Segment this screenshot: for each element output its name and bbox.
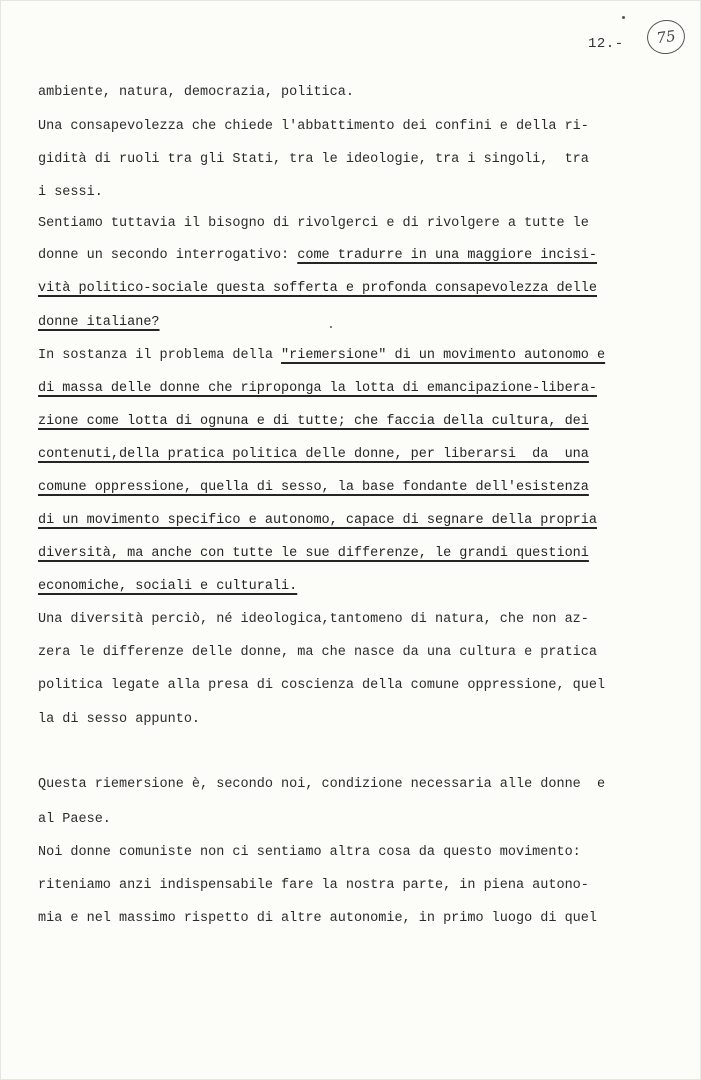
text-line: Sentiamo tuttavia il bisogno di rivolgerci e di rivolgere a tutte le [38,216,589,231]
text-line: Una diversità perciò, né ideologica,tantomeno di natura, che non az- [38,612,589,627]
text-line: ambiente, natura, democrazia, politica. [38,85,354,100]
text-line: i sessi. [38,185,103,200]
text-line [38,447,638,463]
underlined-text: come tradurre in una maggiore incisi- [297,248,597,263]
text-line [38,414,638,430]
underlined-text: donne italiane? [38,315,160,330]
text-line: al Paese. [38,812,111,827]
text-line [38,480,638,496]
underlined-text: "riemersione" di un movimento autonomo e [281,348,606,363]
text-line [38,281,638,297]
underlined-text: zione come lotta di ognuna e di tutte; che faccia della cultura, dei [38,414,589,429]
page-number: 12.- [588,36,624,52]
text-segment: In sostanza il problema della [38,348,282,363]
text-line: zera le differenze delle donne, ma che nasce da una cultura e pratica [38,645,597,660]
text-line: gidità di ruoli tra gli Stati, tra le ideologie, tra i singoli, tra [38,152,589,167]
underlined-text: di massa delle donne che riproponga la lotta di emancipazione-libera- [38,381,597,396]
text-line [38,579,638,595]
text-line: Una consapevolezza che chiede l'abbattimento dei confini e della ri- [38,119,589,134]
text-line: politica legate alla presa di coscienza della comune oppressione, quel [38,678,606,693]
text-line: Noi donne comuniste non ci sentiamo altra cosa da questo movimento: [38,845,581,860]
text-line [38,248,638,264]
text-line: Questa riemersione è, secondo noi, condizione necessaria alle donne e [38,777,606,792]
underlined-text: comune oppressione, quella di sesso, la base fondante dell'esistenza [38,480,589,495]
underlined-text: contenuti,della pratica politica delle donne, per liberarsi da una [38,447,589,462]
underlined-text: economiche, sociali e culturali. [38,579,298,594]
underlined-text: vità politico-sociale questa sofferta e profonda consapevolezza delle [38,281,597,296]
text-line [38,348,638,364]
text-line: mia e nel massimo rispetto di altre autonomie, in primo luogo di quel [38,911,597,926]
underlined-text: di un movimento specifico e autonomo, capace di segnare della propria [38,513,597,528]
page-stamp: 75 [645,18,687,57]
text-segment: donne un secondo interrogativo: [38,248,298,263]
underlined-text: diversità, ma anche con tutte le sue differenze, le grandi questioni [38,546,589,561]
text-line [38,381,638,397]
text-line: la di sesso appunto. [38,712,201,727]
text-line [38,546,638,562]
text-line [38,513,638,529]
ink-speck [622,16,625,19]
text-line [38,315,638,331]
text-line: riteniamo anzi indispensabile fare la nostra parte, in piena autono- [38,878,589,893]
